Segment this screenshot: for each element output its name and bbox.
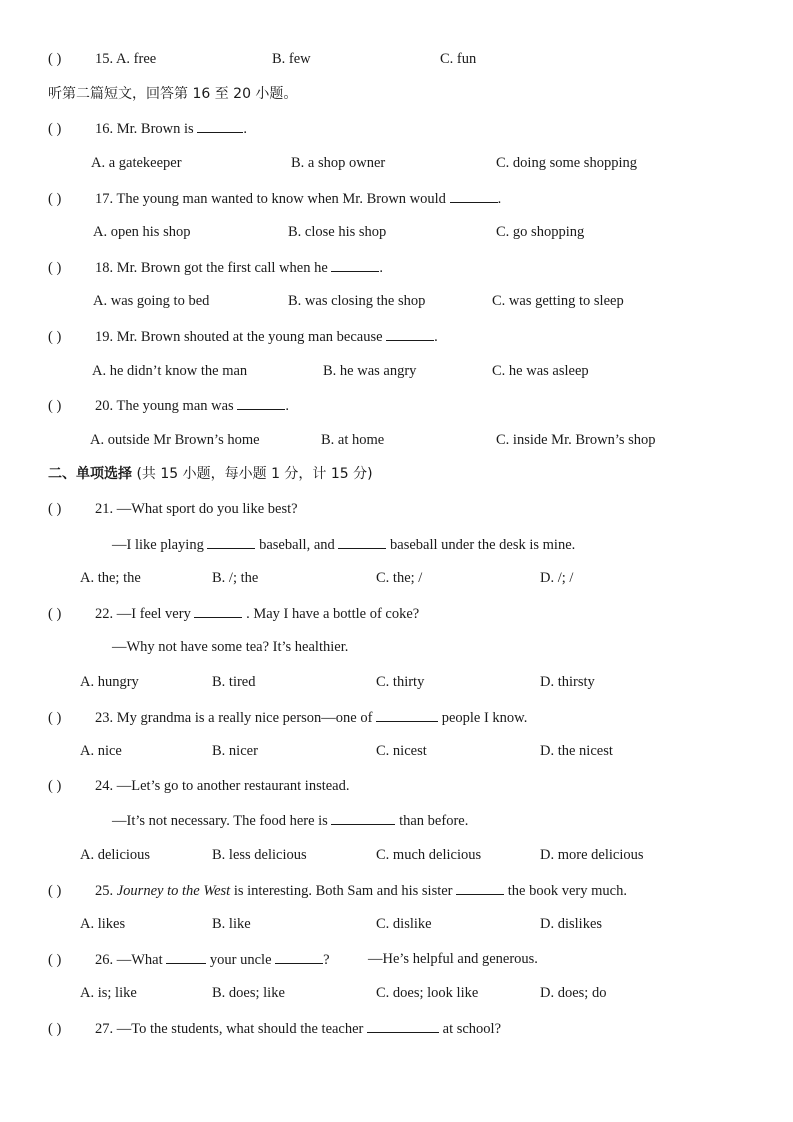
- line-text: is interesting. Both Sam and his sister: [233, 883, 453, 899]
- option-b: B. does; like: [212, 985, 285, 1001]
- option-c: C. go shopping: [496, 224, 585, 240]
- question-number: 15.: [95, 51, 114, 67]
- line-text: baseball under the desk is mine.: [390, 537, 576, 553]
- option-c: C. fun: [440, 51, 477, 67]
- question-19: [48, 327, 438, 346]
- option-a: A. was going to bed: [93, 293, 210, 309]
- option-a: A. nice: [80, 743, 122, 759]
- line-text: ?: [323, 952, 330, 968]
- answer-blank: [237, 396, 285, 410]
- answer-blank: [456, 881, 504, 895]
- option-b: B. tired: [212, 674, 256, 690]
- question-25: [48, 881, 627, 900]
- option-a: A. a gatekeeper: [91, 155, 182, 171]
- answer-blank: [450, 189, 498, 203]
- question-stem: Mr. Brown is: [116, 121, 194, 137]
- line-text: —What: [116, 952, 163, 968]
- option-a: A. delicious: [80, 847, 151, 863]
- option-d: D. more delicious: [540, 847, 644, 863]
- book-title: Journey to the West: [116, 883, 231, 899]
- line-text: than before.: [399, 813, 469, 829]
- stem-end: .: [243, 121, 247, 137]
- option-c: C. thirty: [376, 674, 425, 690]
- question-23: [48, 708, 527, 727]
- answer-blank: [275, 950, 323, 964]
- question-17: [48, 189, 501, 208]
- answer-blank: [338, 535, 386, 549]
- line-text: . May I have a bottle of coke?: [246, 606, 420, 622]
- question-number: 19.: [95, 329, 114, 345]
- question-15: [48, 50, 156, 68]
- option-a: A. is; like: [80, 985, 137, 1001]
- answer-paren: ( ): [48, 606, 62, 622]
- line-text: My grandma is a really nice person—one of: [116, 710, 373, 726]
- line-text: your uncle: [209, 952, 272, 968]
- option-c: C. doing some shopping: [496, 155, 637, 171]
- option-a: A. open his shop: [93, 224, 191, 240]
- answer-paren: ( ): [48, 501, 62, 517]
- answer-paren: ( ): [48, 329, 62, 345]
- question-number: 25.: [95, 883, 114, 899]
- answer-paren: ( ): [48, 710, 62, 726]
- option-a: A. outside Mr Brown’s home: [90, 432, 260, 448]
- section-title: 二、单项选择: [48, 466, 132, 482]
- option-c: C. was getting to sleep: [492, 293, 624, 309]
- option-a: A. the; the: [80, 570, 141, 586]
- option-a: A. likes: [80, 916, 126, 932]
- option-c: C. much delicious: [376, 847, 482, 863]
- answer-blank: [331, 258, 379, 272]
- option-d: D. does; do: [540, 985, 607, 1001]
- option-c: C. inside Mr. Brown’s shop: [496, 432, 656, 448]
- option-b: B. was closing the shop: [288, 293, 426, 309]
- option-b: B. /; the: [212, 570, 259, 586]
- stem-end: .: [497, 191, 502, 207]
- question-number: 23.: [95, 710, 114, 726]
- line-text: —To the students, what should the teacher: [116, 1021, 364, 1037]
- dialogue-line-1: —Let’s go to another restaurant instead.: [116, 778, 350, 794]
- answer-blank: [386, 327, 434, 341]
- option-b: B. few: [272, 51, 311, 67]
- question-number: 16.: [95, 121, 114, 137]
- question-26: [48, 950, 330, 969]
- answer-blank: [331, 811, 395, 825]
- option-c: C. dislike: [376, 916, 432, 932]
- option-c: C. does; look like: [376, 985, 479, 1001]
- question-number: 21.: [95, 501, 114, 517]
- dialogue-line-2: [112, 535, 575, 554]
- line-text: baseball, and: [259, 537, 335, 553]
- option-b: B. less delicious: [212, 847, 307, 863]
- question-number: 18.: [95, 260, 114, 276]
- line-text: at school?: [442, 1021, 502, 1037]
- section-instruction: 听第二篇短文，回答第 16 至 20 小题。: [48, 86, 298, 102]
- answer-blank: [367, 1019, 439, 1033]
- question-20: [48, 396, 289, 415]
- question-18: [48, 258, 383, 277]
- question-stem: The young man was: [116, 398, 234, 414]
- option-c: C. nicest: [376, 743, 427, 759]
- option-d: D. the nicest: [540, 743, 613, 759]
- question-16: [48, 119, 247, 138]
- question-number: 27.: [95, 1021, 114, 1037]
- question-24: [48, 777, 350, 795]
- answer-paren: ( ): [48, 121, 62, 137]
- section-note: (共 15 小题，每小题 1 分，计 15 分): [136, 466, 373, 482]
- option-b: B. a shop owner: [291, 155, 386, 171]
- option-a: A. free: [115, 51, 157, 67]
- answer-paren: ( ): [48, 260, 62, 276]
- answer-reply: —He’s helpful and generous.: [368, 951, 538, 967]
- question-21: [48, 500, 298, 518]
- option-d: D. /; /: [540, 570, 574, 586]
- option-b: B. at home: [321, 432, 385, 448]
- question-number: 17.: [95, 191, 114, 207]
- section-heading: [48, 465, 373, 483]
- answer-blank: [376, 708, 438, 722]
- answer-paren: ( ): [48, 51, 62, 67]
- option-b: B. like: [212, 916, 251, 932]
- option-a: A. hungry: [80, 674, 139, 690]
- question-stem: The young man wanted to know when Mr. Brown would: [116, 191, 446, 207]
- line-text: people I know.: [441, 710, 528, 726]
- option-b: B. he was angry: [323, 363, 417, 379]
- answer-paren: ( ): [48, 883, 62, 899]
- dialogue-line-2: [112, 811, 468, 830]
- answer-paren: ( ): [48, 191, 62, 207]
- line-text: —I like playing: [112, 537, 204, 553]
- question-number: 20.: [95, 398, 114, 414]
- question-number: 26.: [95, 952, 114, 968]
- question-number: 24.: [95, 778, 114, 794]
- question-stem: Mr. Brown shouted at the young man because: [116, 329, 383, 345]
- answer-blank: [166, 950, 206, 964]
- answer-paren: ( ): [48, 778, 62, 794]
- stem-end: .: [285, 398, 289, 414]
- answer-blank: [194, 604, 242, 618]
- line-text: the book very much.: [507, 883, 627, 899]
- line-text: —It’s not necessary. The food here is: [112, 813, 328, 829]
- option-b: B. nicer: [212, 743, 258, 759]
- option-c: C. he was asleep: [492, 363, 589, 379]
- dialogue-line-1: —What sport do you like best?: [116, 501, 298, 517]
- answer-blank: [197, 119, 243, 133]
- answer-paren: ( ): [48, 398, 62, 414]
- dialogue-line-2: —Why not have some tea? It’s healthier.: [112, 639, 349, 655]
- question-22: [48, 604, 419, 623]
- line-text: —I feel very: [116, 606, 191, 622]
- option-a: A. he didn’t know the man: [92, 363, 248, 379]
- option-b: B. close his shop: [288, 224, 387, 240]
- question-stem: Mr. Brown got the first call when he: [116, 260, 328, 276]
- answer-blank: [207, 535, 255, 549]
- stem-end: .: [434, 329, 438, 345]
- stem-end: .: [379, 260, 384, 276]
- option-d: D. thirsty: [540, 674, 595, 690]
- question-27: [48, 1019, 501, 1038]
- option-d: D. dislikes: [540, 916, 603, 932]
- answer-paren: ( ): [48, 952, 62, 968]
- answer-paren: ( ): [48, 1021, 62, 1037]
- option-c: C. the; /: [376, 570, 423, 586]
- question-number: 22.: [95, 606, 114, 622]
